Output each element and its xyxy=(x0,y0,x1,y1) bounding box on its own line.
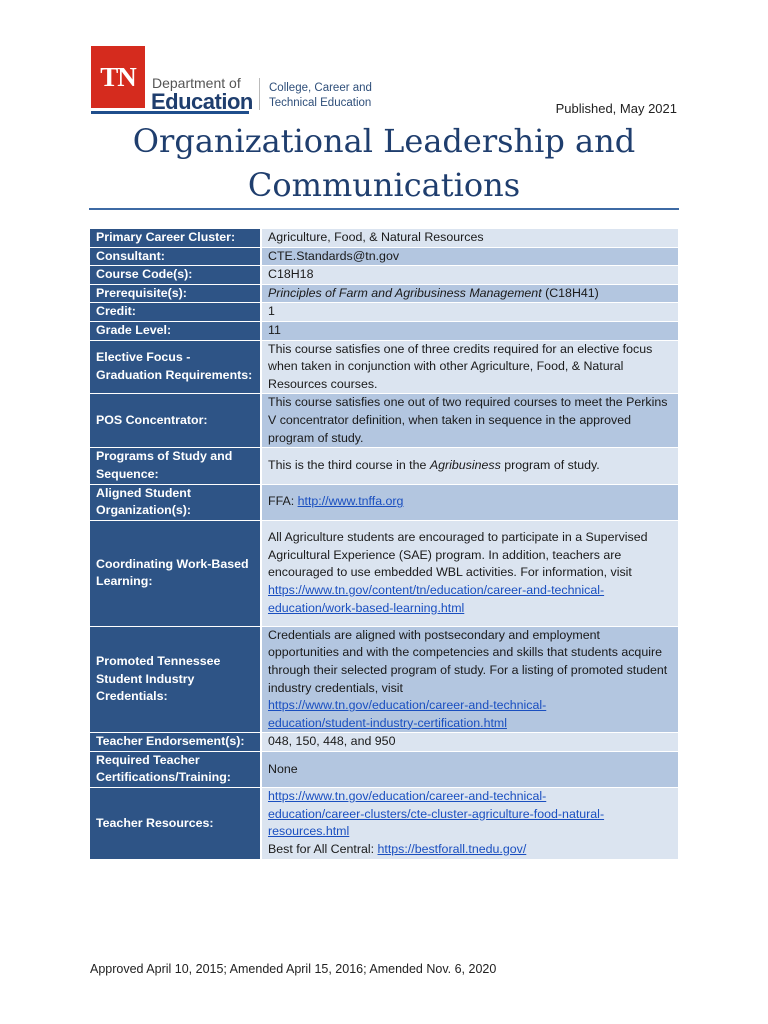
row-label: Promoted Tennessee Student Industry Credentials: xyxy=(90,626,261,733)
bestforall-link[interactable]: https://bestforall.tnedu.gov/ xyxy=(377,841,527,856)
resources-link-line3: resources.html xyxy=(268,824,350,839)
row-work-based-learning xyxy=(90,520,678,626)
row-pos-concentrator xyxy=(90,394,678,448)
logo-education-text: Education xyxy=(151,89,253,114)
row-label: Primary Career Cluster: xyxy=(90,229,261,248)
logo-ccte-line2: Technical Education xyxy=(269,97,372,109)
row-value xyxy=(261,484,678,520)
row-value: Agriculture, Food, & Natural Resources xyxy=(261,229,678,248)
row-value: 048, 150, 448, and 950 xyxy=(261,733,678,752)
row-label: Prerequisite(s): xyxy=(90,284,261,303)
row-industry-credentials xyxy=(90,626,678,733)
wbl-link[interactable] xyxy=(268,583,604,615)
approval-footer: Approved April 10, 2015; Amended April 15, 2016; Amended Nov. 6, 2020 xyxy=(90,962,497,976)
title-divider xyxy=(89,208,679,210)
course-info-table xyxy=(90,228,678,859)
row-consultant xyxy=(90,247,678,266)
wbl-text: All Agriculture students are encouraged to participate in a Supervised Agricultural Experience (SAE) program. In addition, teachers are encouraged to use embedded WBL activities. For information, visit xyxy=(268,530,648,580)
row-value: None xyxy=(261,751,678,787)
row-grade-level xyxy=(90,321,678,340)
logo-divider xyxy=(259,78,260,110)
page-title xyxy=(0,119,768,207)
row-value xyxy=(261,520,678,626)
tn-logo-badge: TN xyxy=(91,46,145,108)
row-label: Course Code(s): xyxy=(90,266,261,285)
row-prerequisite xyxy=(90,284,678,303)
logo-ccte-text xyxy=(269,81,372,111)
row-value xyxy=(261,788,678,859)
title-line2: Communications xyxy=(247,166,521,204)
row-value xyxy=(261,626,678,733)
row-label: Elective Focus - Graduation Requirements: xyxy=(90,340,261,394)
row-value: This course satisfies one out of two required courses to meet the Perkins V concentrator definition, when taken in sequence in the approved program of study. xyxy=(261,394,678,448)
row-value xyxy=(261,284,678,303)
published-date: Published, May 2021 xyxy=(555,101,677,116)
wbl-link-line1: https://www.tn.gov/content/tn/education/career-and-technical- xyxy=(268,583,605,598)
row-teacher-certifications xyxy=(90,751,678,787)
resources-link-line1: https://www.tn.gov/education/career-and-technical- xyxy=(268,789,547,804)
row-teacher-endorsement xyxy=(90,733,678,752)
row-label: Grade Level: xyxy=(90,321,261,340)
aligned-text-pre: FFA: xyxy=(268,494,298,509)
row-label: Programs of Study and Sequence: xyxy=(90,448,261,484)
programs-name: Agribusiness xyxy=(429,458,501,473)
row-value: 1 xyxy=(261,303,678,322)
programs-text-post: program of study. xyxy=(500,458,600,473)
credentials-link-line2: education/student-industry-certification.html xyxy=(268,715,507,730)
programs-text-pre: This is the third course in the xyxy=(268,458,430,473)
row-value: CTE.Standards@tn.gov xyxy=(261,247,678,266)
logo-ccte-line1: College, Career and xyxy=(269,82,372,94)
row-label: Required Teacher Certifications/Training: xyxy=(90,751,261,787)
credentials-link[interactable] xyxy=(268,698,546,730)
row-teacher-resources xyxy=(90,788,678,859)
tnffa-link[interactable]: http://www.tnffa.org xyxy=(297,494,404,509)
prerequisite-course-name: Principles of Farm and Agribusiness Management xyxy=(268,285,542,300)
row-programs-of-study xyxy=(90,448,678,484)
row-label: Consultant: xyxy=(90,247,261,266)
bfa-text: Best for All Central: xyxy=(268,841,378,856)
row-label: Teacher Resources: xyxy=(90,788,261,859)
credentials-link-line1: https://www.tn.gov/education/career-and-technical- xyxy=(268,698,547,713)
wbl-link-line2: education/work-based-learning.html xyxy=(268,600,465,615)
row-course-code xyxy=(90,266,678,285)
resources-link[interactable] xyxy=(268,789,604,838)
row-value: This course satisfies one of three credits required for an elective focus when taken in conjunction with other Agriculture, Food, & Natural Resources courses. xyxy=(261,340,678,394)
row-value xyxy=(261,448,678,484)
logo-dept-text: Department of xyxy=(152,75,241,91)
row-value: 11 xyxy=(261,321,678,340)
row-credit xyxy=(90,303,678,322)
row-label: Coordinating Work-Based Learning: xyxy=(90,520,261,626)
row-label: POS Concentrator: xyxy=(90,394,261,448)
title-line1: Organizational Leadership and xyxy=(132,122,636,160)
row-label: Credit: xyxy=(90,303,261,322)
row-label: Teacher Endorsement(s): xyxy=(90,733,261,752)
row-label: Aligned Student Organization(s): xyxy=(90,484,261,520)
credentials-text: Credentials are aligned with postsecondary and employment opportunities and with the competencies and skills that students acquire through their selected program of study. For a listing of promoted student industry credentials, visit xyxy=(268,627,668,695)
row-elective-focus xyxy=(90,340,678,394)
row-value: C18H18 xyxy=(261,266,678,285)
row-aligned-organization xyxy=(90,484,678,520)
prerequisite-code: (C18H41) xyxy=(541,285,599,300)
row-primary-cluster xyxy=(90,229,678,248)
resources-link-line2: education/career-clusters/cte-cluster-agriculture-food-natural- xyxy=(268,806,605,821)
